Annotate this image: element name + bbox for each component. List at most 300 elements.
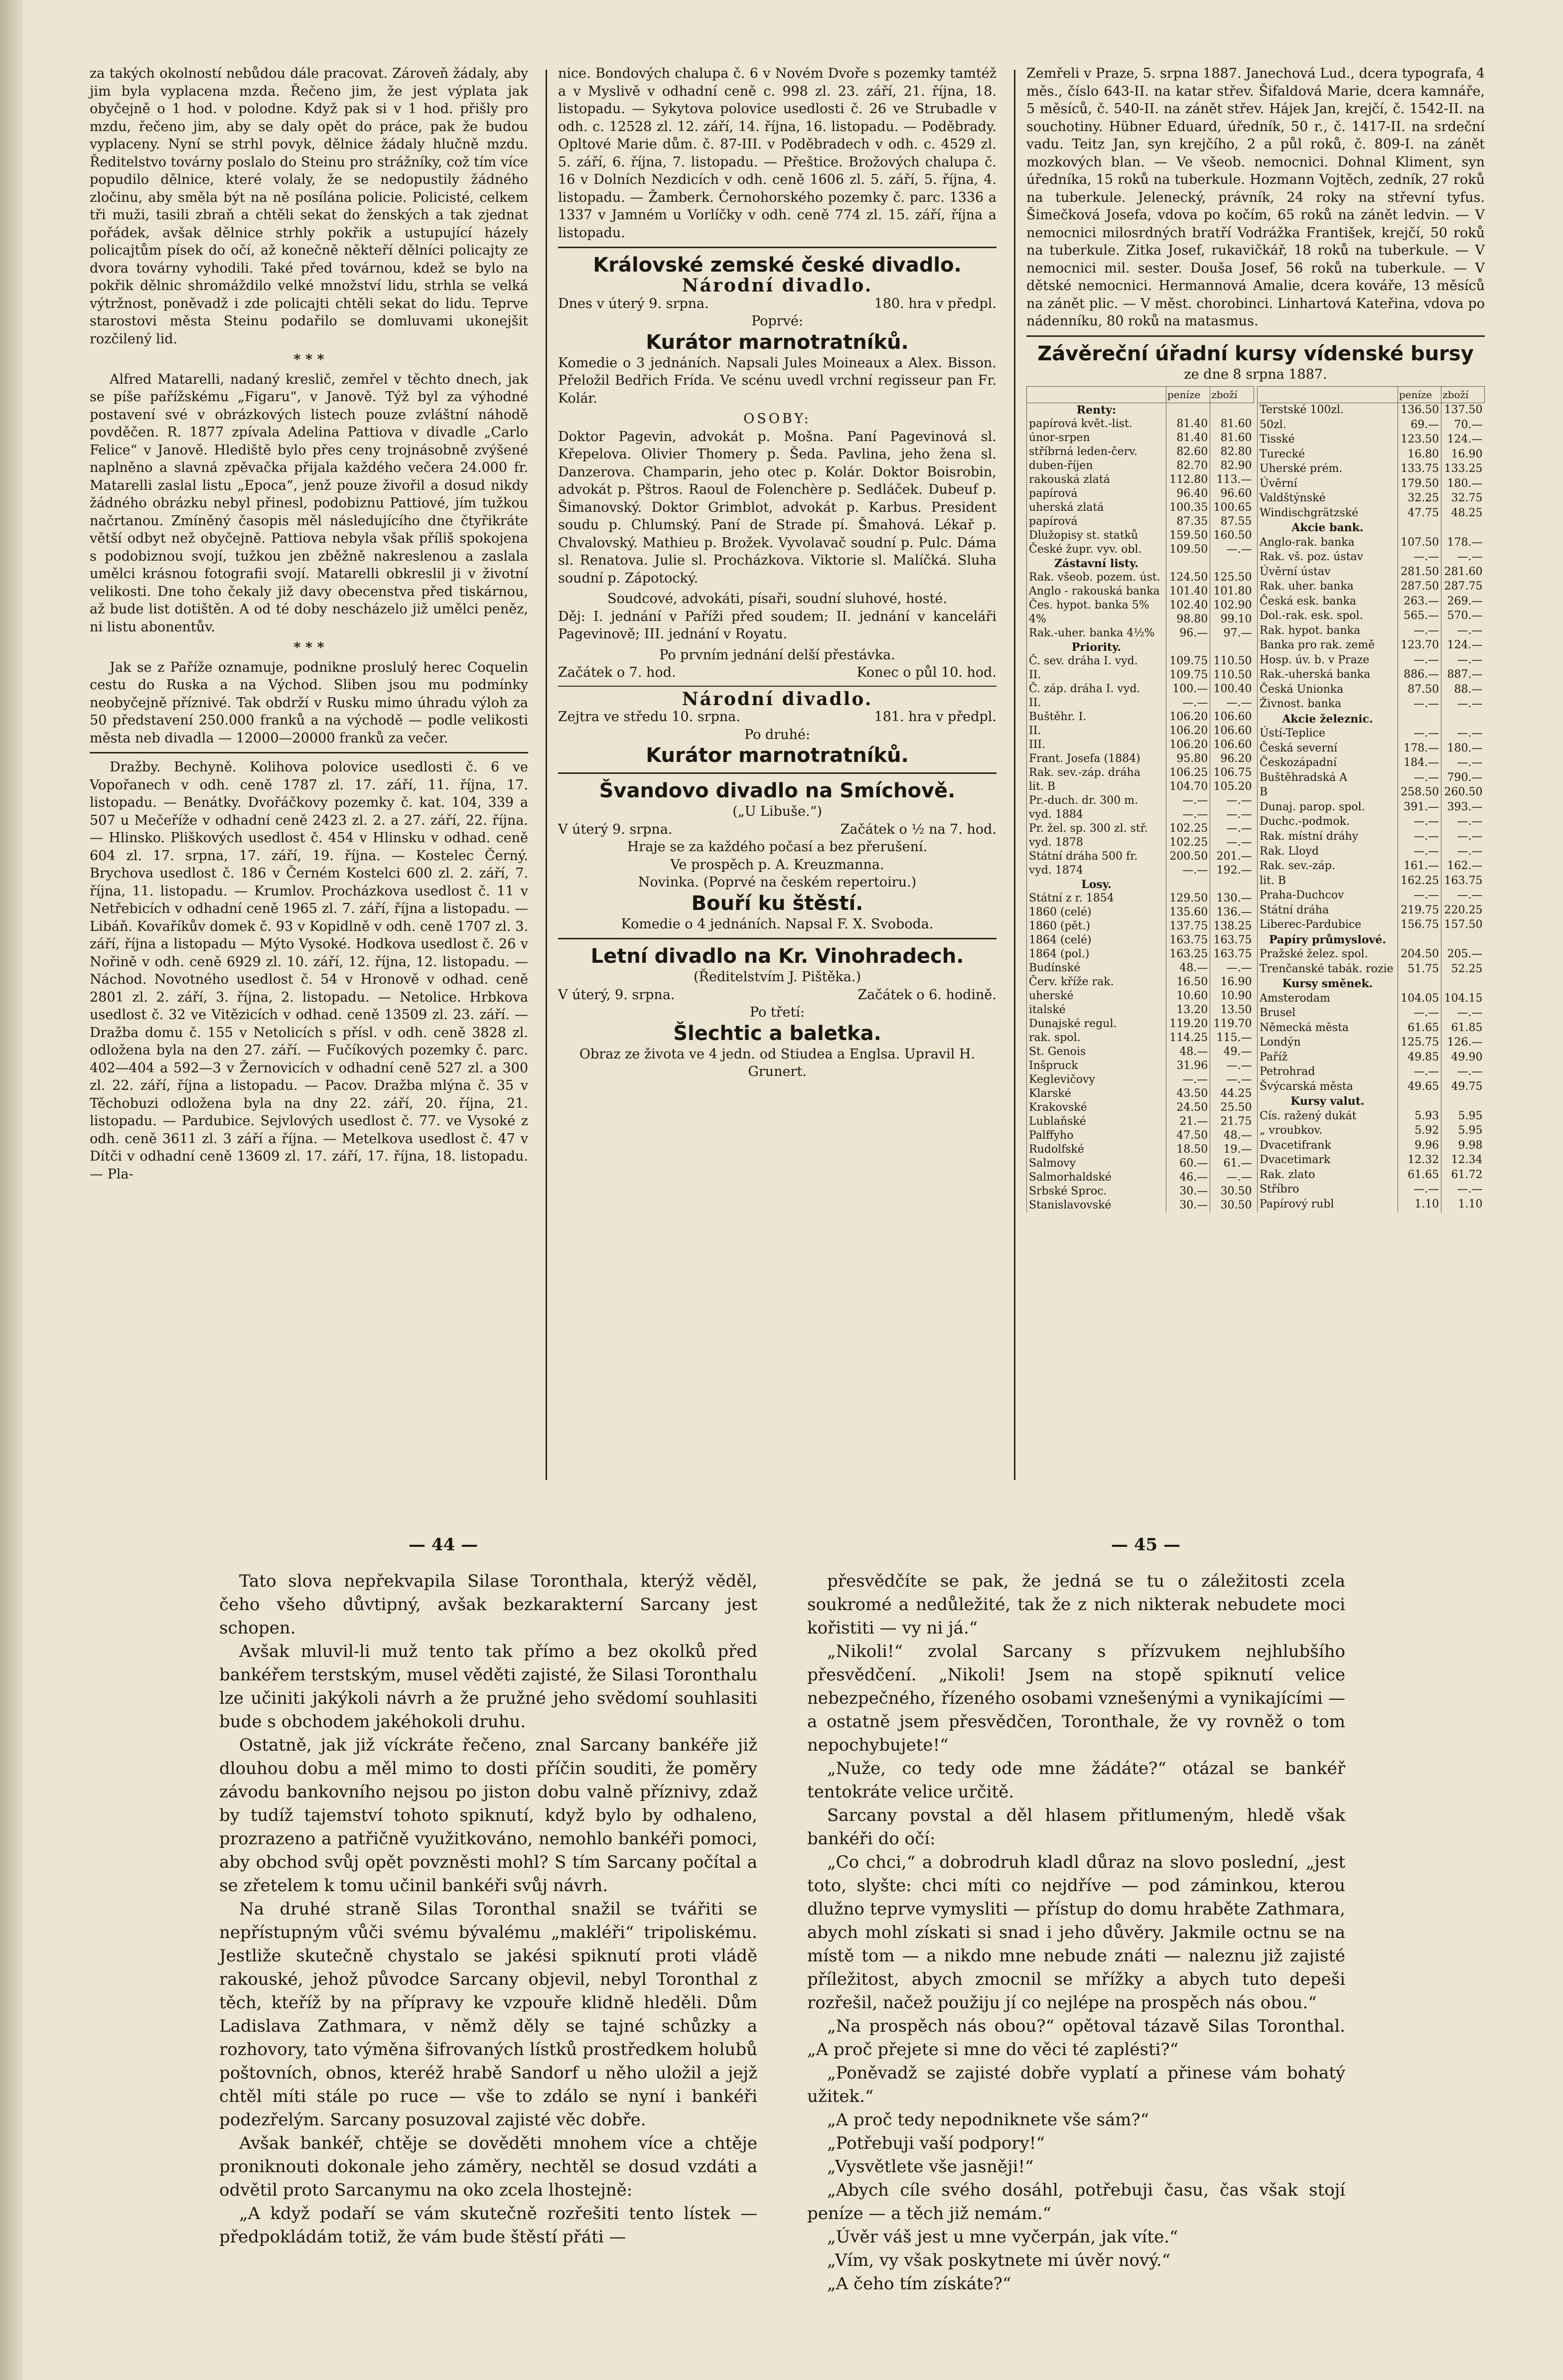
bourse-row xyxy=(1027,808,1254,822)
bourse-label: rak. spol. xyxy=(1027,1031,1166,1045)
vinohrady-play-title: Šlechtic a baletka. xyxy=(673,1022,881,1045)
bourse-label: St. Genois xyxy=(1027,1045,1166,1059)
bourse-goods-value: 115.— xyxy=(1210,1031,1254,1045)
bourse-money-value: 104.05 xyxy=(1398,992,1441,1007)
bourse-label: Červ. kříže rak. xyxy=(1027,975,1166,989)
bourse-money-value: 49.65 xyxy=(1398,1080,1441,1095)
play-title-2: Kurátor marnotratníků. xyxy=(646,744,909,767)
bourse-money-value: 109.50 xyxy=(1166,543,1210,557)
bourse-money-value: 102.25 xyxy=(1166,822,1210,836)
bourse-tables xyxy=(1026,386,1485,1212)
bourse-money-value: 102.25 xyxy=(1166,836,1210,850)
bourse-money-value: 135.60 xyxy=(1166,905,1210,919)
cast-extra: Soudcové, advokáti, písaři, soudní sluhové, hosté. xyxy=(607,591,947,606)
bourse-row xyxy=(1027,1087,1254,1101)
bourse-goods-value: 5.95 xyxy=(1441,1124,1485,1139)
bourse-row xyxy=(1258,609,1485,624)
bourse-label: lit. B xyxy=(1027,780,1166,794)
bourse-goods-value: —.— xyxy=(1210,1059,1254,1073)
bourse-label: Salmorhaldské xyxy=(1027,1171,1166,1185)
bourse-goods-value: 44.25 xyxy=(1210,1087,1254,1101)
smichov-date-row xyxy=(558,821,996,839)
bourse-label: Č. sev. dráha I. vyd. xyxy=(1027,654,1166,668)
bourse-money-value: —.— xyxy=(1166,794,1210,808)
bourse-row xyxy=(1258,1168,1485,1183)
play-end: Konec o půl 10. hod. xyxy=(856,665,996,680)
bourse-money-value: —.— xyxy=(1166,808,1210,822)
cast-heading: OSOBY: xyxy=(743,411,811,427)
bourse-row xyxy=(1027,1031,1254,1045)
bourse-label: Rak. sev.-záp. dráha xyxy=(1027,766,1166,780)
bourse-goods-value: 162.— xyxy=(1441,859,1485,874)
bourse-label: Českozápadní xyxy=(1258,756,1398,771)
bourse-label: B xyxy=(1258,785,1398,800)
death-notices: Zemřeli v Praze, 5. srpna 1887. Janechová Lud., dcera typografa, 4 měs., číslo 643-II. na katar střev. Šifaldová Marie, dcera kamnáře, 5 měsíců, č. 540-II. na zánět střev. Hájek Jan, krejčí, č. 1542-II. na souchotiny. Hübner Eduard, úředník, 50 r., č. 1417-II. na srdeční vadu. Teitz Jan, syn krejčího, 2 a půl roků, č. 809-I. na zánět mozkových blan. — Ve všeob. nemocnici. Dohnal Kliment, syn úředníka, 15 roků na tuberkule. Hozmann Vojtěch, zedník, 27 roků na tuberkule. Jelenecký, právník, 24 roky na střevní tyfus. Šimečková Josefa, vdova po kočím, 65 roků na zánět ledvin. — V nemocnici milosrdných bratří Vodrážka František, krejčí, 50 roků na tuberkule. Zitka Josef, rukavičkář, 18 roků na tuberkule. — V nemocnici mil. sester. Douša Josef, 56 roků na tuberkule. — V dětské nemocnici. Hermannová Amalie, dcera kováře, 13 měsíců na zánět plic. — V měst. chorobinci. Linhartová Kateřina, vdova po nádenníku, 80 roků na matasmus. xyxy=(1026,66,1485,329)
bourse-goods-value xyxy=(1441,521,1485,536)
smichov-theatre-heading: Švandovo divadlo na Smíchově. xyxy=(599,779,956,802)
bourse-label: lit. B xyxy=(1258,874,1398,889)
smichov-note-2: Ve prospěch p. A. Kreuzmanna. xyxy=(670,857,884,873)
column-rule xyxy=(1014,70,1015,1480)
bourse-money-value: 87.50 xyxy=(1398,683,1441,698)
bourse-row xyxy=(1258,992,1485,1007)
bourse-money-value: 163.75 xyxy=(1166,933,1210,947)
bourse-label: papírová květ.-list. xyxy=(1027,417,1166,431)
bourse-label: Papírový rubl xyxy=(1258,1197,1398,1212)
bourse-label: papírová xyxy=(1027,487,1166,501)
bourse-row xyxy=(1027,445,1254,459)
bourse-money-value: —.— xyxy=(1398,1006,1441,1021)
bourse-goods-value: 49.90 xyxy=(1441,1050,1485,1065)
bourse-label: II. xyxy=(1027,668,1166,682)
bourse-label: Rak. všeob. pozem. úst. xyxy=(1027,571,1166,585)
bourse-money-value: 43.50 xyxy=(1166,1087,1210,1101)
bourse-label: Úvěrní ústav xyxy=(1258,565,1398,580)
bourse-goods-value: 49.75 xyxy=(1441,1080,1485,1095)
bourse-row xyxy=(1027,1129,1254,1143)
bourse-section-row xyxy=(1258,933,1485,948)
bourse-label: Rak. sev.-záp. xyxy=(1258,859,1398,874)
bourse-label: Anglo-rak. banka xyxy=(1258,536,1398,551)
bourse-goods-value: 287.75 xyxy=(1441,580,1485,595)
bourse-label: Česká severní xyxy=(1258,742,1398,756)
bourse-money-value: 114.25 xyxy=(1166,1031,1210,1045)
bourse-goods-value: —.— xyxy=(1441,550,1485,565)
bourse-row xyxy=(1258,565,1485,580)
national-theatre-heading-2: Národní divadlo. xyxy=(682,688,873,710)
play-title: Kurátor marnotratníků. xyxy=(646,330,909,354)
bourse-label: Čes. hypot. banka 5% xyxy=(1027,598,1166,612)
bourse-money-value: 112.80 xyxy=(1166,473,1210,487)
bourse-money-value: —.— xyxy=(1398,889,1441,903)
bourse-row xyxy=(1027,668,1254,682)
bourse-row xyxy=(1258,815,1485,830)
bourse-label: 1860 (celé) xyxy=(1027,905,1166,919)
bourse-label: II. xyxy=(1027,724,1166,738)
bourse-label: vyd. 1878 xyxy=(1027,836,1166,850)
bourse-row xyxy=(1258,580,1485,595)
bourse-goods-value: 87.55 xyxy=(1210,515,1254,529)
bourse-label: Budínské xyxy=(1027,961,1166,975)
bourse-money-value: —.— xyxy=(1398,1183,1441,1197)
bourse-goods-value: —.— xyxy=(1441,889,1485,903)
smichov-play-title: Bouří ku štěstí. xyxy=(691,892,863,915)
bourse-money-value: 106.20 xyxy=(1166,724,1210,738)
smichov-date: V úterý 9. srpna. xyxy=(558,821,673,837)
novel-paragraph: „Úvěr váš jest u mne vyčerpán, jak víte.“ xyxy=(827,2227,1178,2247)
play-pause: Po prvním jednání delší přestávka. xyxy=(659,647,895,663)
vinohrady-play-desc: Obraz ze života ve 4 jedn. od Stiudea a Englsa. Upravil H. Grunert. xyxy=(579,1046,976,1079)
bourse-goods-value: 100.65 xyxy=(1210,501,1254,515)
newspaper-upper-section xyxy=(90,65,1485,1495)
smichov-subheading: („U Libuše.“) xyxy=(732,804,822,819)
bourse-goods-value: 163.75 xyxy=(1210,947,1254,961)
bourse-money-value: 179.50 xyxy=(1398,477,1441,492)
bourse-goods-value: 205.— xyxy=(1441,947,1485,962)
bourse-money-value: 30.— xyxy=(1166,1198,1210,1212)
bourse-goods-value: —.— xyxy=(1441,624,1485,639)
bourse-row xyxy=(1258,683,1485,698)
bourse-goods-value: 125.50 xyxy=(1210,571,1254,585)
bourse-goods-value xyxy=(1441,712,1485,727)
bourse-row xyxy=(1258,918,1485,933)
bourse-money-value: 24.50 xyxy=(1166,1101,1210,1115)
bourse-label: Buštěhradská A xyxy=(1258,771,1398,786)
bourse-row xyxy=(1258,668,1485,683)
bourse-goods-value: 180.— xyxy=(1441,742,1485,756)
bourse-label: Tisské xyxy=(1258,433,1398,447)
bourse-goods-value: 138.25 xyxy=(1210,919,1254,933)
bourse-section-row xyxy=(1027,403,1254,418)
bourse-label: Losy. xyxy=(1027,878,1166,892)
bourse-goods-value xyxy=(1441,977,1485,992)
novel-paragraph: „Co chci,“ a dobrodruh kladl důraz na slovo poslední, „jest toto, slyšte: chci míti co nejdříve — pod záminkou, kterou dlužno teprve vymysliti — přístup do domu hraběte Zathmara, abych mohl získati si snad i jeho důvěry. Jakmile octnu se na místě tom — a nikdo mne nebude znáti — naleznu již zajisté příležitost, abych zmocnil se mřížky a abych tuto depeši rozřešil, načež použiju jí co nejlépe na prospěch nás obou.“ xyxy=(807,1852,1345,2013)
bourse-goods-value xyxy=(1210,878,1254,892)
bourse-money-value: 123.70 xyxy=(1398,638,1441,653)
bourse-money-value: 106.20 xyxy=(1166,738,1210,752)
bourse-goods-value: 887.— xyxy=(1441,668,1485,683)
bourse-goods-value: —.— xyxy=(1210,1073,1254,1087)
bourse-label: Rak. hypot. banka xyxy=(1258,624,1398,639)
program-second: Po druhé: xyxy=(744,727,810,743)
bourse-row xyxy=(1027,1157,1254,1171)
vinohrady-date: V úterý, 9. srpna. xyxy=(558,987,675,1003)
bourse-goods-value: —.— xyxy=(1210,794,1254,808)
bourse-money-value: 101.40 xyxy=(1166,585,1210,598)
bourse-row xyxy=(1258,697,1485,712)
bourse-money-value: —.— xyxy=(1166,1073,1210,1087)
bourse-row xyxy=(1258,536,1485,551)
bourse-goods-value: 13.50 xyxy=(1210,1003,1254,1017)
bourse-money-value: —.— xyxy=(1398,550,1441,565)
bourse-row xyxy=(1027,822,1254,836)
bourse-goods-value: 110.50 xyxy=(1210,654,1254,668)
bourse-goods-value: 82.80 xyxy=(1210,445,1254,459)
bourse-money-value: 137.75 xyxy=(1166,919,1210,933)
bourse-money-value: —.— xyxy=(1398,830,1441,845)
bourse-money-value: 109.75 xyxy=(1166,668,1210,682)
bourse-label: Rudolfské xyxy=(1027,1143,1166,1157)
bourse-money-value: 81.40 xyxy=(1166,417,1210,431)
bourse-row xyxy=(1258,830,1485,845)
page-number-left: — 44 — xyxy=(409,1535,478,1555)
vinohrady-date-row xyxy=(558,986,996,1004)
bourse-table-right xyxy=(1257,386,1485,1212)
bourse-goods-value: 101.80 xyxy=(1210,585,1254,598)
bourse-row xyxy=(1027,989,1254,1003)
bourse-goods-value: 393.— xyxy=(1441,800,1485,815)
bourse-goods-value: 113.— xyxy=(1210,473,1254,487)
bourse-col-label xyxy=(1258,387,1398,403)
bourse-money-value: —.— xyxy=(1398,653,1441,668)
bourse-label: Rak. místní dráhy xyxy=(1258,830,1398,845)
bourse-row xyxy=(1027,836,1254,850)
bourse-goods-value: 1.10 xyxy=(1441,1197,1485,1212)
bourse-goods-value: 5.95 xyxy=(1441,1109,1485,1124)
novel-paragraph: Sarcany povstal a děl hlasem přitlumeným, hledě však bankéři do očí: xyxy=(807,1805,1345,1849)
bourse-label: Rak.-uher. banka 4½% xyxy=(1027,626,1166,640)
bourse-goods-value: 281.60 xyxy=(1441,565,1485,580)
bourse-goods-value: 160.50 xyxy=(1210,529,1254,543)
bourse-row xyxy=(1258,727,1485,742)
bourse-row xyxy=(1258,638,1485,653)
bourse-section-row xyxy=(1027,557,1254,571)
bourse-goods-value: —.— xyxy=(1210,696,1254,710)
bourse-money-value: 51.75 xyxy=(1398,962,1441,977)
bourse-row xyxy=(1027,850,1254,864)
bourse-row xyxy=(1027,752,1254,766)
bourse-goods-value: 133.25 xyxy=(1441,462,1485,477)
bourse-row xyxy=(1027,961,1254,975)
bourse-goods-value: —.— xyxy=(1210,836,1254,850)
bourse-label: Akcie železnic. xyxy=(1258,712,1398,727)
bourse-money-value: —.— xyxy=(1398,845,1441,860)
bourse-row xyxy=(1258,771,1485,786)
bourse-label: Banka pro rak. země xyxy=(1258,638,1398,653)
bourse-row xyxy=(1027,1045,1254,1059)
bourse-date: ze dne 8 srpna 1887. xyxy=(1184,366,1327,382)
bourse-row xyxy=(1027,766,1254,780)
bourse-row xyxy=(1258,653,1485,668)
separator-stars: * * * xyxy=(293,640,324,655)
novel-paragraph: „Vím, vy však poskytnete mi úvěr nový.“ xyxy=(827,2250,1171,2270)
bourse-money-value: 129.50 xyxy=(1166,892,1210,905)
bourse-money-value: 219.75 xyxy=(1398,903,1441,918)
bourse-label: stříbrná leden-červ. xyxy=(1027,445,1166,459)
bourse-goods-value: 70.— xyxy=(1441,418,1485,433)
bourse-row xyxy=(1027,710,1254,724)
novel-paragraph: Tato slova nepřekvapila Silase Toronthala, kterýž věděl, čeho všeho důvtipný, avšak bezkarakterní Sarcany jest schopen. xyxy=(219,1571,757,1638)
bourse-money-value: —.— xyxy=(1398,624,1441,639)
divider xyxy=(558,938,996,939)
bourse-label: Stříbro xyxy=(1258,1183,1398,1197)
bourse-col-goods: zboží xyxy=(1210,387,1254,403)
play-start: Začátek o 7. hod. xyxy=(558,665,676,680)
bourse-money-value: 123.50 xyxy=(1398,433,1441,447)
bourse-row xyxy=(1258,1021,1485,1036)
bourse-label: „ vroubkov. xyxy=(1258,1124,1398,1139)
bourse-money-value: 565.— xyxy=(1398,609,1441,624)
bourse-money-value: 81.40 xyxy=(1166,431,1210,445)
novel-paragraph: „A proč tedy nepodniknete vše sám?“ xyxy=(827,2110,1149,2130)
bourse-goods-value: 21.75 xyxy=(1210,1115,1254,1129)
bourse-label: Dol.-rak. esk. spol. xyxy=(1258,609,1398,624)
bourse-goods-value: 790.— xyxy=(1441,771,1485,786)
bourse-label: Akcie bank. xyxy=(1258,521,1398,536)
bourse-goods-value: 157.50 xyxy=(1441,918,1485,933)
bourse-col-goods: zboží xyxy=(1441,387,1485,403)
bourse-goods-value: 48.25 xyxy=(1441,506,1485,521)
bourse-label: uherské xyxy=(1027,989,1166,1003)
novel-paragraph: přesvědčíte se pak, že jedná se tu o záležitosti zcela soukromé a nedůležité, tak že z nich nikterak nebudete moci kořistiti — vy ni já.“ xyxy=(807,1571,1345,1638)
novel-paragraph: „A čeho tím získáte?“ xyxy=(827,2274,1011,2294)
vinohrady-theatre-heading: Letní divadlo na Kr. Vinohradech. xyxy=(590,945,964,968)
bourse-row xyxy=(1027,1059,1254,1073)
bourse-section-row xyxy=(1258,521,1485,536)
bourse-money-value: 61.65 xyxy=(1398,1021,1441,1036)
bourse-row xyxy=(1027,794,1254,808)
bourse-money-value: 281.50 xyxy=(1398,565,1441,580)
program-number: 180. hra v předpl. xyxy=(874,296,996,311)
bourse-money-value: 95.80 xyxy=(1166,752,1210,766)
bourse-goods-value: 99.10 xyxy=(1210,612,1254,626)
bourse-label: Státní z r. 1854 xyxy=(1027,892,1166,905)
bourse-money-value xyxy=(1398,712,1441,727)
novel-paragraph: „Na prospěch nás obou?“ opětoval tázavě Silas Toronthal. „A proč přejete si mne do věci té zaplésti?“ xyxy=(807,2016,1345,2060)
bourse-section-row xyxy=(1258,977,1485,992)
bourse-goods-value: 96.60 xyxy=(1210,487,1254,501)
bourse-label: Palffyho xyxy=(1027,1129,1166,1143)
bourse-row xyxy=(1258,800,1485,815)
bourse-row xyxy=(1258,1109,1485,1124)
bourse-label: Dunaj. parop. spol. xyxy=(1258,800,1398,815)
bourse-section-row xyxy=(1027,640,1254,654)
bourse-goods-value: 126.— xyxy=(1441,1036,1485,1050)
bourse-row xyxy=(1258,1139,1485,1154)
bourse-goods-value: 106.60 xyxy=(1210,710,1254,724)
bourse-col-money: peníze xyxy=(1398,387,1441,403)
bourse-money-value: 82.60 xyxy=(1166,445,1210,459)
bourse-label: Srbské Sproc. xyxy=(1027,1185,1166,1198)
bourse-money-value: 125.75 xyxy=(1398,1036,1441,1050)
bourse-goods-value: 30.50 xyxy=(1210,1198,1254,1212)
bourse-goods-value: 106.60 xyxy=(1210,738,1254,752)
program-date-row xyxy=(558,295,996,313)
bourse-goods-value: 124.— xyxy=(1441,433,1485,447)
bourse-label: Č. záp. dráha I. vyd. xyxy=(1027,682,1166,696)
bourse-label: Praha-Duchcov xyxy=(1258,889,1398,903)
play-time-row xyxy=(558,664,996,682)
bourse-money-value: 161.— xyxy=(1398,859,1441,874)
bourse-goods-value xyxy=(1210,557,1254,571)
bourse-goods-value: 178.— xyxy=(1441,536,1485,551)
bourse-section-row xyxy=(1258,1094,1485,1109)
bourse-money-value: 287.50 xyxy=(1398,580,1441,595)
bourse-goods-value: 12.34 xyxy=(1441,1153,1485,1168)
bourse-row xyxy=(1258,962,1485,977)
bourse-money-value: 16.50 xyxy=(1166,975,1210,989)
bourse-label: Londýn xyxy=(1258,1036,1398,1050)
bourse-row xyxy=(1027,473,1254,487)
bourse-row xyxy=(1027,975,1254,989)
bourse-money-value: —.— xyxy=(1398,771,1441,786)
bourse-label: Renty: xyxy=(1027,403,1166,418)
bourse-label: Státní dráha 500 fr. xyxy=(1027,850,1166,864)
bourse-money-value xyxy=(1398,1094,1441,1109)
novel-paragraph: „A když podaří se vám skutečně rozřešiti tento lístek — předpokládám totiž, že vám bude štěstí přáti — xyxy=(219,2204,757,2247)
bourse-money-value: 46.— xyxy=(1166,1171,1210,1185)
bourse-label: III. xyxy=(1027,738,1166,752)
bourse-row xyxy=(1258,1050,1485,1065)
bourse-row xyxy=(1027,571,1254,585)
vinohrady-subheading: (Ředitelstvím J. Pištěka.) xyxy=(694,969,861,985)
bourse-money-value: 106.25 xyxy=(1166,766,1210,780)
bourse-money-value xyxy=(1398,977,1441,992)
bourse-row xyxy=(1027,682,1254,696)
bourse-row xyxy=(1258,447,1485,462)
bourse-goods-value xyxy=(1441,933,1485,948)
bourse-money-value: 31.96 xyxy=(1166,1059,1210,1073)
bourse-label: Rak. uher. banka xyxy=(1258,580,1398,595)
program-premiere: Poprvé: xyxy=(751,313,803,329)
bourse-label: uherská zlatá xyxy=(1027,501,1166,515)
bourse-row xyxy=(1258,491,1485,506)
bourse-goods-value: 61.— xyxy=(1210,1157,1254,1171)
article-coquelin: Jak se z Paříže oznamuje, podnikne proslulý herec Coquelin cestu do Ruska a na Východ. Sliben jsou mu podmínky neobyčejně příznivé. Tak obdrží v Rusku mimo úhradu výloh za 50 představení 250.000 franků a na východě — podle velikosti města neb divadla — 12000—20000 franků za večer. xyxy=(90,659,528,746)
bourse-label: Terstské 100zl. xyxy=(1258,403,1398,418)
bourse-label: Pr. žel. sp. 300 zl. stř. xyxy=(1027,822,1166,836)
bourse-money-value: 886.— xyxy=(1398,668,1441,683)
column-3 xyxy=(1026,65,1485,1212)
bourse-goods-value: 82.90 xyxy=(1210,459,1254,473)
bourse-money-value: —.— xyxy=(1398,697,1441,712)
bourse-row xyxy=(1027,654,1254,668)
bourse-goods-value: —.— xyxy=(1441,697,1485,712)
bourse-goods-value xyxy=(1441,1094,1485,1109)
bourse-label: 1864 (pol.) xyxy=(1027,947,1166,961)
bourse-goods-value: —.— xyxy=(1441,815,1485,830)
novel-paragraph: Na druhé straně Silas Toronthal snažil se tvářiti se nepřístupným vůči svému bývalému „makléři“ tripoliskému. Jestliže skutečně chystalo se jakési spiknutí proti vládě rakouské, jehož původce Sarcany objevil, nebyl Toronthal z těch, kteříž by na přípravy ke vzpouře klidně hleděli. Dům Ladislava Zathmara, v němž děly se tajné schůzky a rozhovory, tato výměna šifrovaných lístků prostředkem holubů poštovních, obnos, kteréž hrabě Sandorf u něho uložil a jejž chtěl míti stále po ruce — vše to zdálo se nyní i bankéři podezřelým. Sarcany posuzoval zajisté věc dobře. xyxy=(219,1899,757,2130)
bourse-row xyxy=(1027,431,1254,445)
novel-column-right xyxy=(807,1570,1345,2296)
bourse-row xyxy=(1258,785,1485,800)
bourse-money-value: 47.75 xyxy=(1398,506,1441,521)
bourse-row xyxy=(1027,919,1254,933)
bourse-money-value: 9.96 xyxy=(1398,1139,1441,1154)
bourse-row xyxy=(1258,947,1485,962)
bourse-money-value: 156.75 xyxy=(1398,918,1441,933)
bourse-goods-value: 19.— xyxy=(1210,1143,1254,1157)
bourse-money-value: 104.70 xyxy=(1166,780,1210,794)
column-rule xyxy=(546,70,547,1480)
vinohrady-start: Začátek o 6. hodině. xyxy=(857,987,996,1003)
bourse-row xyxy=(1027,696,1254,710)
bourse-row xyxy=(1258,903,1485,918)
bourse-row xyxy=(1027,612,1254,626)
smichov-start: Začátek o ½ na 7. hod. xyxy=(840,821,996,837)
smichov-note-3: Novinka. (Poprvé na českém repertoiru.) xyxy=(638,875,917,890)
bourse-money-value: 100.— xyxy=(1166,682,1210,696)
bourse-label: Krakovské xyxy=(1027,1101,1166,1115)
bourse-label: italské xyxy=(1027,1003,1166,1017)
bourse-goods-value: —.— xyxy=(1210,961,1254,975)
bourse-label: rakouská zlatá xyxy=(1027,473,1166,487)
bourse-goods-value: 201.— xyxy=(1210,850,1254,864)
column-2 xyxy=(558,65,996,1081)
program-date-row-2 xyxy=(558,708,996,726)
bourse-money-value xyxy=(1166,640,1210,654)
bourse-label: Klarské xyxy=(1027,1087,1166,1101)
